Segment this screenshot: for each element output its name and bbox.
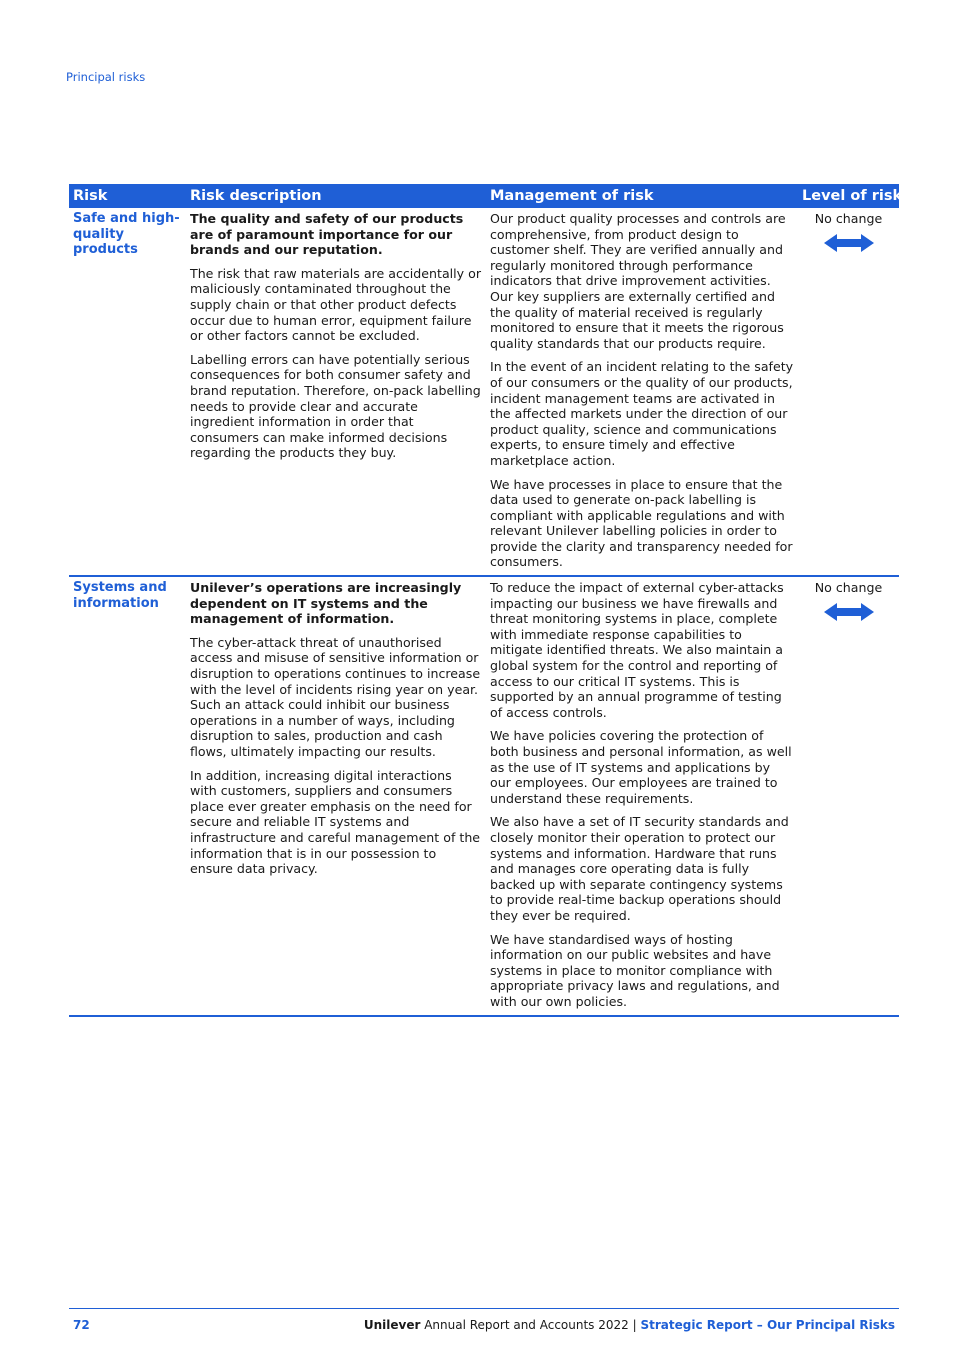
description-lead: Unilever’s operations are increasingly dependent on IT systems and the management of information.: [190, 580, 462, 627]
table-header-row: [69, 184, 899, 208]
risk-description: [186, 208, 486, 576]
level-of-risk: [798, 576, 899, 1015]
management-paragraph: We also have a set of IT security standards and closely monitor their operation to protect our systems and information. Hardware that runs and manages core operating data is fully backed up with separate contingency systems to provide real-time backup operations should they ever be required.: [490, 814, 789, 923]
description-paragraph: Labelling errors can have potentially serious consequences for both consumer safety and brand reputation. Therefore, on-pack labelling needs to provide clear and accurate ingredient information in order that consumers can make informed decisions regarding the products they buy.: [190, 351, 481, 461]
risk-name: Safe and high-quality products: [69, 208, 186, 576]
column-header-risk-description: Risk description: [186, 184, 486, 208]
description-paragraph: The risk that raw materials are accidentally or maliciously contaminated throughout the supply chain or that other product defects occur due to human error, equipment failure or other factors cannot be excluded.: [190, 265, 482, 344]
table-row: [69, 576, 899, 1015]
table-row: [69, 208, 899, 576]
level-label: No change: [814, 211, 883, 226]
footer-doc-title: Annual Report and Accounts 2022 |: [420, 1318, 641, 1332]
principal-risks-table: [69, 184, 903, 1017]
page-number: 72: [73, 1318, 90, 1332]
management-paragraph: To reduce the impact of external cyber-attacks impacting our business we have firewalls and threat monitoring systems in place, complete with immediate response capabilities to mitigate identified threats. We also maintain a global system for the control and reporting of access to our critical IT systems. This is supported by an annual programme of testing of access controls.: [490, 580, 784, 720]
description-paragraph: The cyber-attack threat of unauthorised access and misuse of sensitive information or disruption to operations continues to increase with the level of incidents rising year on year. Such an attack could inhibit our business operations in a number of ways, including disruption to sales, production and cash flows, ultimately impacting our results.: [190, 634, 481, 759]
level-of-risk: [798, 208, 899, 576]
management-paragraph: We have policies covering the protection of both business and personal information, as well as the use of IT systems and applications by our employees. Our employees are trained to understand these requirements.: [490, 728, 792, 806]
level-label: No change: [814, 580, 883, 596]
description-lead: The quality and safety of our products are of paramount importance for our brands and our reputation.: [190, 211, 464, 258]
management-paragraph: We have standardised ways of hosting information on our public websites and have systems in place to monitor compliance with appropriate privacy laws and regulations, and with our own policies.: [490, 931, 780, 1009]
risk-name: Systems and information: [69, 576, 186, 1015]
column-header-level-of-risk: Level of risk: [798, 184, 899, 208]
management-paragraph: Our product quality processes and controls are comprehensive, from product design to customer shelf. They are verified annually and regularly monitored through performance indicators that drive improvement activities. Our key suppliers are externally certified and the quality of material received is regularly monitored to ensure that it meets the rigorous quality standards that our products require.: [490, 211, 786, 351]
double-arrow-icon: [823, 602, 875, 622]
management-of-risk: [486, 208, 798, 576]
management-of-risk: [486, 576, 798, 1015]
footer-brand: Unilever: [363, 1318, 421, 1332]
risk-description: [186, 576, 486, 1015]
column-header-management-of-risk: Management of risk: [486, 184, 798, 208]
double-arrow-icon: [823, 233, 875, 253]
column-header-risk: Risk: [69, 184, 186, 208]
section-label: Principal risks: [66, 70, 146, 84]
management-paragraph: We have processes in place to ensure that the data used to generate on-pack labelling is compliant with applicable regulations and with relevant Unilever labelling policies in order to provide the clarity and transparency needed for consumers.: [490, 476, 793, 570]
management-paragraph: In the event of an incident relating to the safety of our consumers or the quality of our products, incident management teams are activated in the affected markets under the direction of our product quality, science and communications experts, to ensure timely and effective marketplace action.: [490, 359, 794, 468]
footer-title: [364, 1318, 895, 1332]
footer-divider: [69, 1308, 899, 1309]
description-paragraph: In addition, increasing digital interactions with customers, suppliers and consumers place ever greater emphasis on the need for secure and reliable IT systems and infrastructure and careful management of the information that is in our possession to ensure data privacy.: [190, 767, 481, 877]
footer-section-link[interactable]: Strategic Report – Our Principal Risks: [640, 1318, 895, 1332]
